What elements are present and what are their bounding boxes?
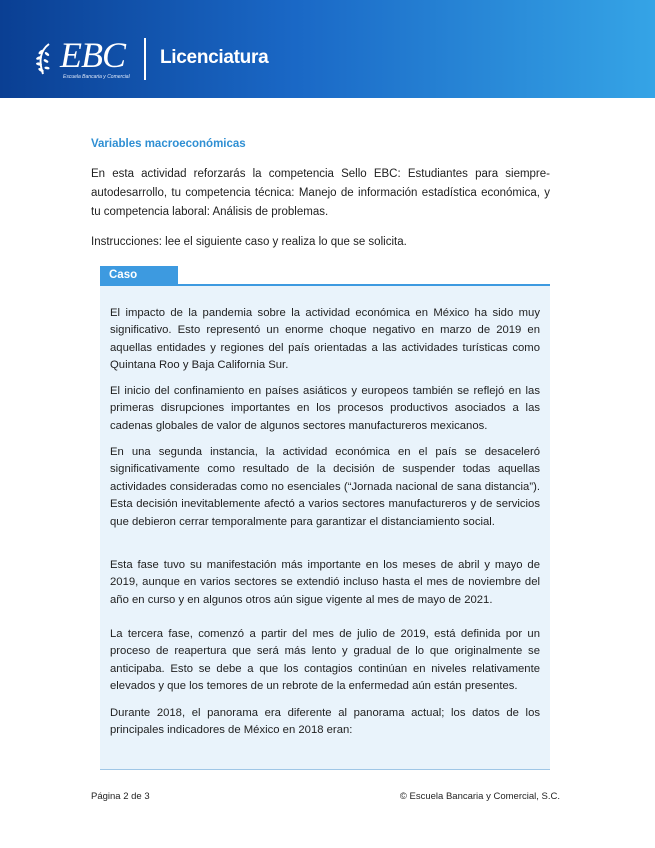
case-bottom-rule — [100, 769, 550, 770]
case-label: Caso — [100, 266, 178, 285]
case-paragraph: El inicio del confinamiento en países asiáticos y europeos también se reflejó en las primeras disrupciones importantes en los procesos productivos asociados a las cadenas globales de valor de algunos sectores manufactureros mexicanos. — [110, 385, 540, 432]
header-title: Licenciatura — [160, 47, 269, 68]
case-paragraph: Esta fase tuvo su manifestación más importante en los meses de abril y mayo de 2019, aunque en varios sectores se extendió incluso hasta el mes de noviembre del año en curso y en algunos otros aún sigue vigente al mes de mayo de 2021. — [110, 559, 540, 606]
header-divider — [144, 38, 146, 80]
laurel-icon — [35, 42, 59, 76]
logo-wordmark: EBC — [60, 35, 125, 75]
instructions-paragraph: Instrucciones: lee el siguiente caso y realiza lo que se solicita. — [91, 236, 407, 248]
case-paragraph: La tercera fase, comenzó a partir del mes de julio de 2019, está definida por un proceso de reapertura que será más lento y gradual de lo que originalmente se anticipaba. Esto se debe a que los contagios continúan en niveles relativamente elevados y que los temores de un rebrote de la enfermedad aún están presentes. — [110, 628, 540, 693]
page-header — [0, 0, 655, 98]
section-title: Variables macroeconómicas — [91, 138, 246, 150]
page-number: Página 2 de 3 — [91, 791, 150, 802]
copyright-notice: © Escuela Bancaria y Comercial, S.C. — [399, 791, 560, 802]
logo-subtext: Escuela Bancaria y Comercial — [63, 74, 130, 80]
case-paragraph: En una segunda instancia, la actividad económica en el país se desaceleró significativamente como resultado de la decisión de suspender todas aquellas actividades consideradas como no esenciales (“Jornada nacional de sana distancia”). Esta decisión inevitablemente afectó a varios sectores manufactureros y de servicios que debieron cerrar temporalmente para garantizar el distanciamiento social. — [110, 446, 540, 528]
case-paragraph: El impacto de la pandemia sobre la actividad económica en México ha sido muy significativo. Esto representó un enorme choque negativo en marzo de 2019 en aquellas entidades y regiones del país orientadas a las actividades turísticas como Quintana Roo y Baja California Sur. — [110, 307, 540, 372]
case-paragraph: Durante 2018, el panorama era diferente al panorama actual; los datos de los principales indicadores de México en 2018 eran: — [110, 707, 540, 737]
ebc-logo — [35, 35, 135, 84]
intro-paragraph: En esta actividad reforzarás la competencia Sello EBC: Estudiantes para siempre-autodesarrollo, tu competencia técnica: Manejo de información estadística económica, y tu competencia laboral: Análisis de problemas. — [91, 168, 550, 218]
